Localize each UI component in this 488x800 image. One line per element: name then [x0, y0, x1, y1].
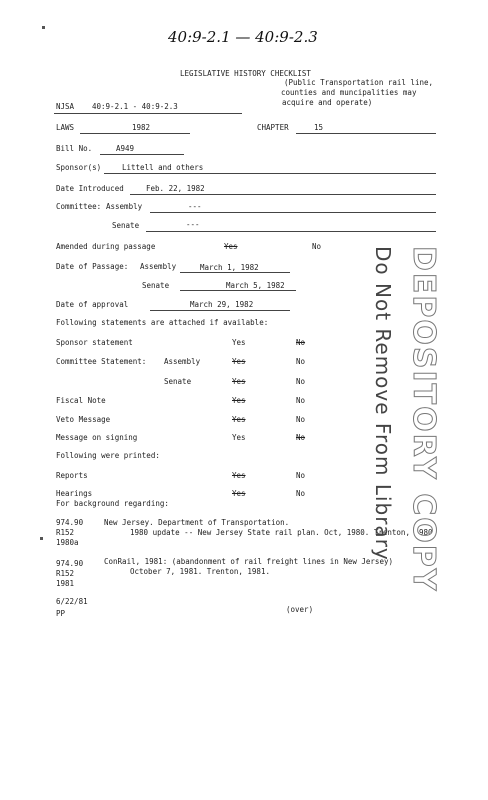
- scan-speck: [40, 537, 43, 540]
- committee-senate-value: ---: [186, 220, 200, 229]
- stmt-sponsor-no: No: [296, 338, 306, 347]
- subtitle-line-3: acquire and operate): [282, 98, 373, 107]
- bg1-call-3: 1980a: [56, 538, 79, 547]
- amended-label: Amended during passage: [56, 242, 156, 251]
- laws-underline: [80, 133, 190, 134]
- passage-senate-value: March 5, 1982: [226, 281, 285, 290]
- stmt-veto-label: Veto Message: [56, 415, 111, 424]
- stmt-veto-no: No: [296, 415, 306, 424]
- committee-label: Committee:: [56, 202, 102, 211]
- footer-initials: PP: [56, 609, 66, 618]
- printed-hearings-label: Hearings: [56, 489, 93, 498]
- committee-assembly-value: ---: [188, 202, 202, 211]
- sponsor-label: Sponsor(s): [56, 163, 102, 172]
- njsa-value: 40:9-2.1 - 40:9-2.3: [92, 102, 178, 111]
- stmt-veto-yes: Yes: [232, 415, 246, 424]
- stmt-sponsor-yes: Yes: [232, 338, 246, 347]
- stmt-signing-no: No: [296, 433, 306, 442]
- bg1-call-2: R152: [56, 528, 75, 537]
- stmt-signing-label: Message on signing: [56, 433, 138, 442]
- stmt-committee-senate-yes: Yes: [232, 377, 246, 386]
- bg2-call-3: 1981: [56, 579, 75, 588]
- passage-assembly-value: March 1, 1982: [200, 263, 259, 272]
- bg1-text-1: New Jersey. Department of Transportation.: [104, 518, 290, 527]
- laws-value: 1982: [132, 123, 151, 132]
- committee-assembly-label: Assembly: [106, 202, 143, 211]
- do-not-remove-stamp: Do Not Remove From Library: [371, 246, 395, 561]
- footer-date: 6/22/81: [56, 597, 88, 606]
- printed-heading: Following were printed:: [56, 451, 160, 460]
- depository-copy-stamp: DEPOSITORY COPY: [406, 246, 441, 593]
- statements-heading: Following statements are attached if available:: [56, 318, 269, 327]
- stmt-committee-senate-label: Senate: [164, 377, 192, 386]
- handwritten-statute-reference: 40:9-2.1 — 40:9-2.3: [168, 28, 318, 46]
- chapter-underline: [296, 133, 436, 134]
- chapter-label: CHAPTER: [257, 123, 289, 132]
- stmt-committee-assembly-yes: Yes: [232, 357, 246, 366]
- stmt-committee-label: Committee Statement:: [56, 357, 147, 366]
- sponsor-underline: [104, 173, 436, 174]
- bg2-text-1: ConRail, 1981: (abandonment of rail freight lines in New Jersey): [104, 557, 393, 566]
- stmt-committee-assembly-no: No: [296, 357, 306, 366]
- bg2-call-1: 974.90: [56, 559, 84, 568]
- passage-assembly-label: Assembly: [140, 262, 177, 271]
- stmt-fiscal-no: No: [296, 396, 306, 405]
- passage-senate-label: Senate: [142, 281, 170, 290]
- printed-reports-no: No: [296, 471, 306, 480]
- printed-hearings-no: No: [296, 489, 306, 498]
- sponsor-value: Littell and others: [122, 163, 204, 172]
- bg2-text-2: October 7, 1981. Trenton, 1981.: [130, 567, 270, 576]
- bg2-call-2: R152: [56, 569, 75, 578]
- printed-hearings-yes: Yes: [232, 489, 246, 498]
- approval-value: March 29, 1982: [190, 300, 254, 309]
- approval-label: Date of approval: [56, 300, 129, 309]
- passage-assembly-underline: [180, 272, 290, 273]
- passage-label: Date of Passage:: [56, 262, 129, 271]
- stmt-signing-yes: Yes: [232, 433, 246, 442]
- bill-label: Bill No.: [56, 144, 93, 153]
- bill-underline: [100, 154, 184, 155]
- footer-over: (over): [286, 605, 314, 614]
- committee-senate-label: Senate: [112, 221, 140, 230]
- stmt-fiscal-yes: Yes: [232, 396, 246, 405]
- approval-underline: [150, 310, 290, 311]
- passage-senate-underline: [180, 290, 296, 291]
- checklist-title: LEGISLATIVE HISTORY CHECKLIST: [180, 69, 311, 78]
- printed-reports-yes: Yes: [232, 471, 246, 480]
- committee-assembly-underline: [150, 212, 436, 213]
- subtitle-line-1: (Public Transportation rail line,: [284, 78, 434, 87]
- stmt-committee-assembly-label: Assembly: [164, 357, 201, 366]
- amended-yes: Yes: [224, 242, 238, 251]
- njsa-underline: [54, 113, 242, 114]
- subtitle-line-2: counties and muncipalities may: [281, 88, 417, 97]
- njsa-label: NJSA: [56, 102, 75, 111]
- introduced-underline: [130, 194, 436, 195]
- bg1-text-2: 1980 update -- New Jersey State rail plan. Oct, 1980. Trenton, 1980.: [130, 528, 438, 537]
- printed-reports-label: Reports: [56, 471, 88, 480]
- committee-senate-underline: [146, 231, 436, 232]
- introduced-label: Date Introduced: [56, 184, 124, 193]
- background-heading: For background regarding:: [56, 499, 169, 508]
- stmt-committee-senate-no: No: [296, 377, 306, 386]
- bg1-call-1: 974.90: [56, 518, 84, 527]
- stmt-fiscal-label: Fiscal Note: [56, 396, 106, 405]
- amended-no: No: [312, 242, 322, 251]
- laws-label: LAWS: [56, 123, 75, 132]
- scan-speck: [42, 26, 45, 29]
- chapter-value: 15: [314, 123, 324, 132]
- bill-value: A949: [116, 144, 135, 153]
- stmt-sponsor-label: Sponsor statement: [56, 338, 133, 347]
- introduced-value: Feb. 22, 1982: [146, 184, 205, 193]
